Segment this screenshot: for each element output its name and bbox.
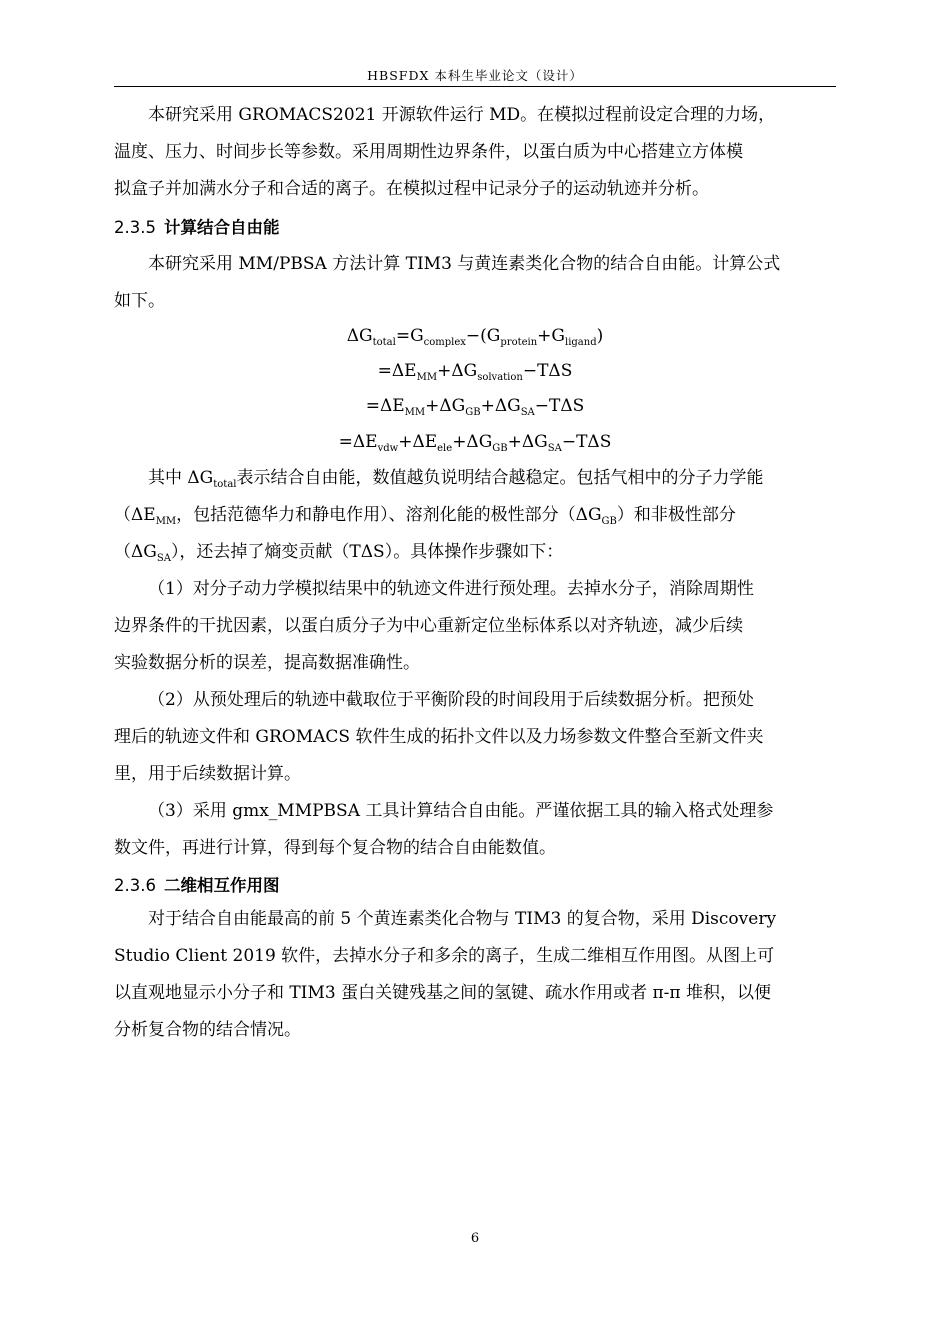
text-span: （ΔG [114,542,157,562]
text-line [114,497,836,534]
eq-term: +ΔG [452,432,493,452]
section-number: 2.3.5 [114,218,156,237]
text-line: 里，用于后续数据计算。 [114,764,301,784]
eq-term: +ΔG [425,396,466,416]
eq-subscript: solvation [477,372,523,383]
text-line: 数文件，再进行计算，得到每个复合物的结合自由能数值。 [114,838,556,858]
eq-subscript: MM [404,407,426,418]
text-line: 以直观地显示小分子和 TIM3 蛋白关键残基之间的氢键、疏水作用或者 π-π 堆积，以便 [114,983,771,1003]
section-title: 二维相互作用图 [163,876,280,895]
text-subscript: MM [155,516,177,527]
eq-term: −(G [465,326,501,346]
paragraph-2d-interaction [114,901,836,1049]
text-line: （3）采用 gmx_MMPBSA 工具计算结合自由能。严谨依据工具的输入格式处理参 [148,801,774,821]
paragraph-mmpbsa-intro [114,246,836,320]
text-span: ）和非极性部分 [616,505,736,525]
text-span: 其中 ΔG [148,468,214,488]
equation-line-1 [114,325,836,347]
text-span: （ΔE [114,505,156,525]
eq-subscript: GB [465,407,481,418]
text-line: 本研究采用 GROMACS2021 开源软件运行 MD。在模拟过程前设定合理的力场， [148,105,776,125]
eq-subscript: MM [416,372,438,383]
eq-term: +ΔG [437,361,478,381]
text-span: ），还去掉了熵变贡献（TΔS）。具体操作步骤如下： [170,542,564,562]
header-rule [114,86,836,87]
eq-term: =ΔE [377,361,417,381]
text-subscript: total [213,479,237,490]
text-line: 实验数据分析的误差，提高数据准确性。 [114,653,420,673]
text-line [114,534,836,571]
eq-term: =ΔE [338,432,378,452]
page-number: 6 [470,1231,480,1246]
section-number: 2.3.6 [114,876,156,895]
eq-subscript: complex [423,337,466,348]
equation-line-3 [114,395,836,417]
text-line: 如下。 [114,291,165,311]
section-heading-2-3-5 [114,217,279,239]
eq-term: +G [537,326,565,346]
text-line: 拟盒子并加满水分子和合适的离子。在模拟过程中记录分子的运动轨迹并分析。 [114,179,709,199]
eq-term: ) [596,326,604,346]
equation-line-4 [114,431,836,453]
eq-term: −TΔS [534,396,585,416]
eq-subscript: protein [500,337,538,348]
text-line: （2）从预处理后的轨迹中截取位于平衡阶段的时间段用于后续数据分析。把预处 [148,690,754,710]
text-subscript: GB [601,516,617,527]
text-line: 温度、压力、时间步长等参数。采用周期性边界条件，以蛋白质为中心搭建立方体模 [114,142,743,162]
eq-term: =ΔE [365,396,405,416]
paragraph-md-setup [114,97,836,208]
running-header: HBSFDX 本科生毕业论文（设计） [367,68,583,83]
text-line: Studio Client 2019 软件，去掉水分子和多余的离子，生成二维相互作用图。从图上可 [114,946,775,966]
section-title: 计算结合自由能 [163,218,280,237]
eq-term: −TΔS [561,432,612,452]
paragraph-step-3 [114,793,836,867]
section-heading-2-3-6 [114,875,279,897]
eq-term: −TΔS [522,361,573,381]
equation-line-2 [114,360,836,382]
eq-term: ΔG [346,326,373,346]
eq-subscript: GB [492,443,508,454]
text-span: ，包括范德华力和静电作用）、溶剂化能的极性部分（ΔG [176,505,602,525]
text-span: 表示结合自由能，数值越负说明结合越稳定。包括气相中的分子力学能 [236,468,764,488]
text-line: 对于结合自由能最高的前 5 个黄连素类化合物与 TIM3 的复合物，采用 Discovery [148,909,777,929]
eq-subscript: total [372,337,396,348]
eq-subscript: ligand [565,337,597,348]
text-line [114,460,836,497]
eq-subscript: SA [520,407,535,418]
text-line: 分析复合物的结合情况。 [114,1020,301,1040]
eq-term: +ΔG [480,396,521,416]
text-line: 理后的轨迹文件和 GROMACS 软件生成的拓扑文件以及力场参数文件整合至新文件夹 [114,727,764,747]
text-line: 本研究采用 MM/PBSA 方法计算 TIM3 与黄连素类化合物的结合自由能。计算公式 [148,254,781,274]
eq-term: +ΔG [507,432,548,452]
eq-term: =G [395,326,424,346]
eq-term: +ΔE [398,432,438,452]
text-subscript: SA [156,553,171,564]
eq-subscript: SA [547,443,562,454]
paragraph-step-1 [114,571,836,682]
paragraph-step-2 [114,682,836,793]
paragraph-energy-terms [114,460,836,571]
text-line: 边界条件的干扰因素，以蛋白质分子为中心重新定位坐标体系以对齐轨迹，减少后续 [114,616,743,636]
text-line: （1）对分子动力学模拟结果中的轨迹文件进行预处理。去掉水分子，消除周期性 [148,579,754,599]
eq-subscript: ele [437,443,453,454]
eq-subscript: vdw [377,443,399,454]
